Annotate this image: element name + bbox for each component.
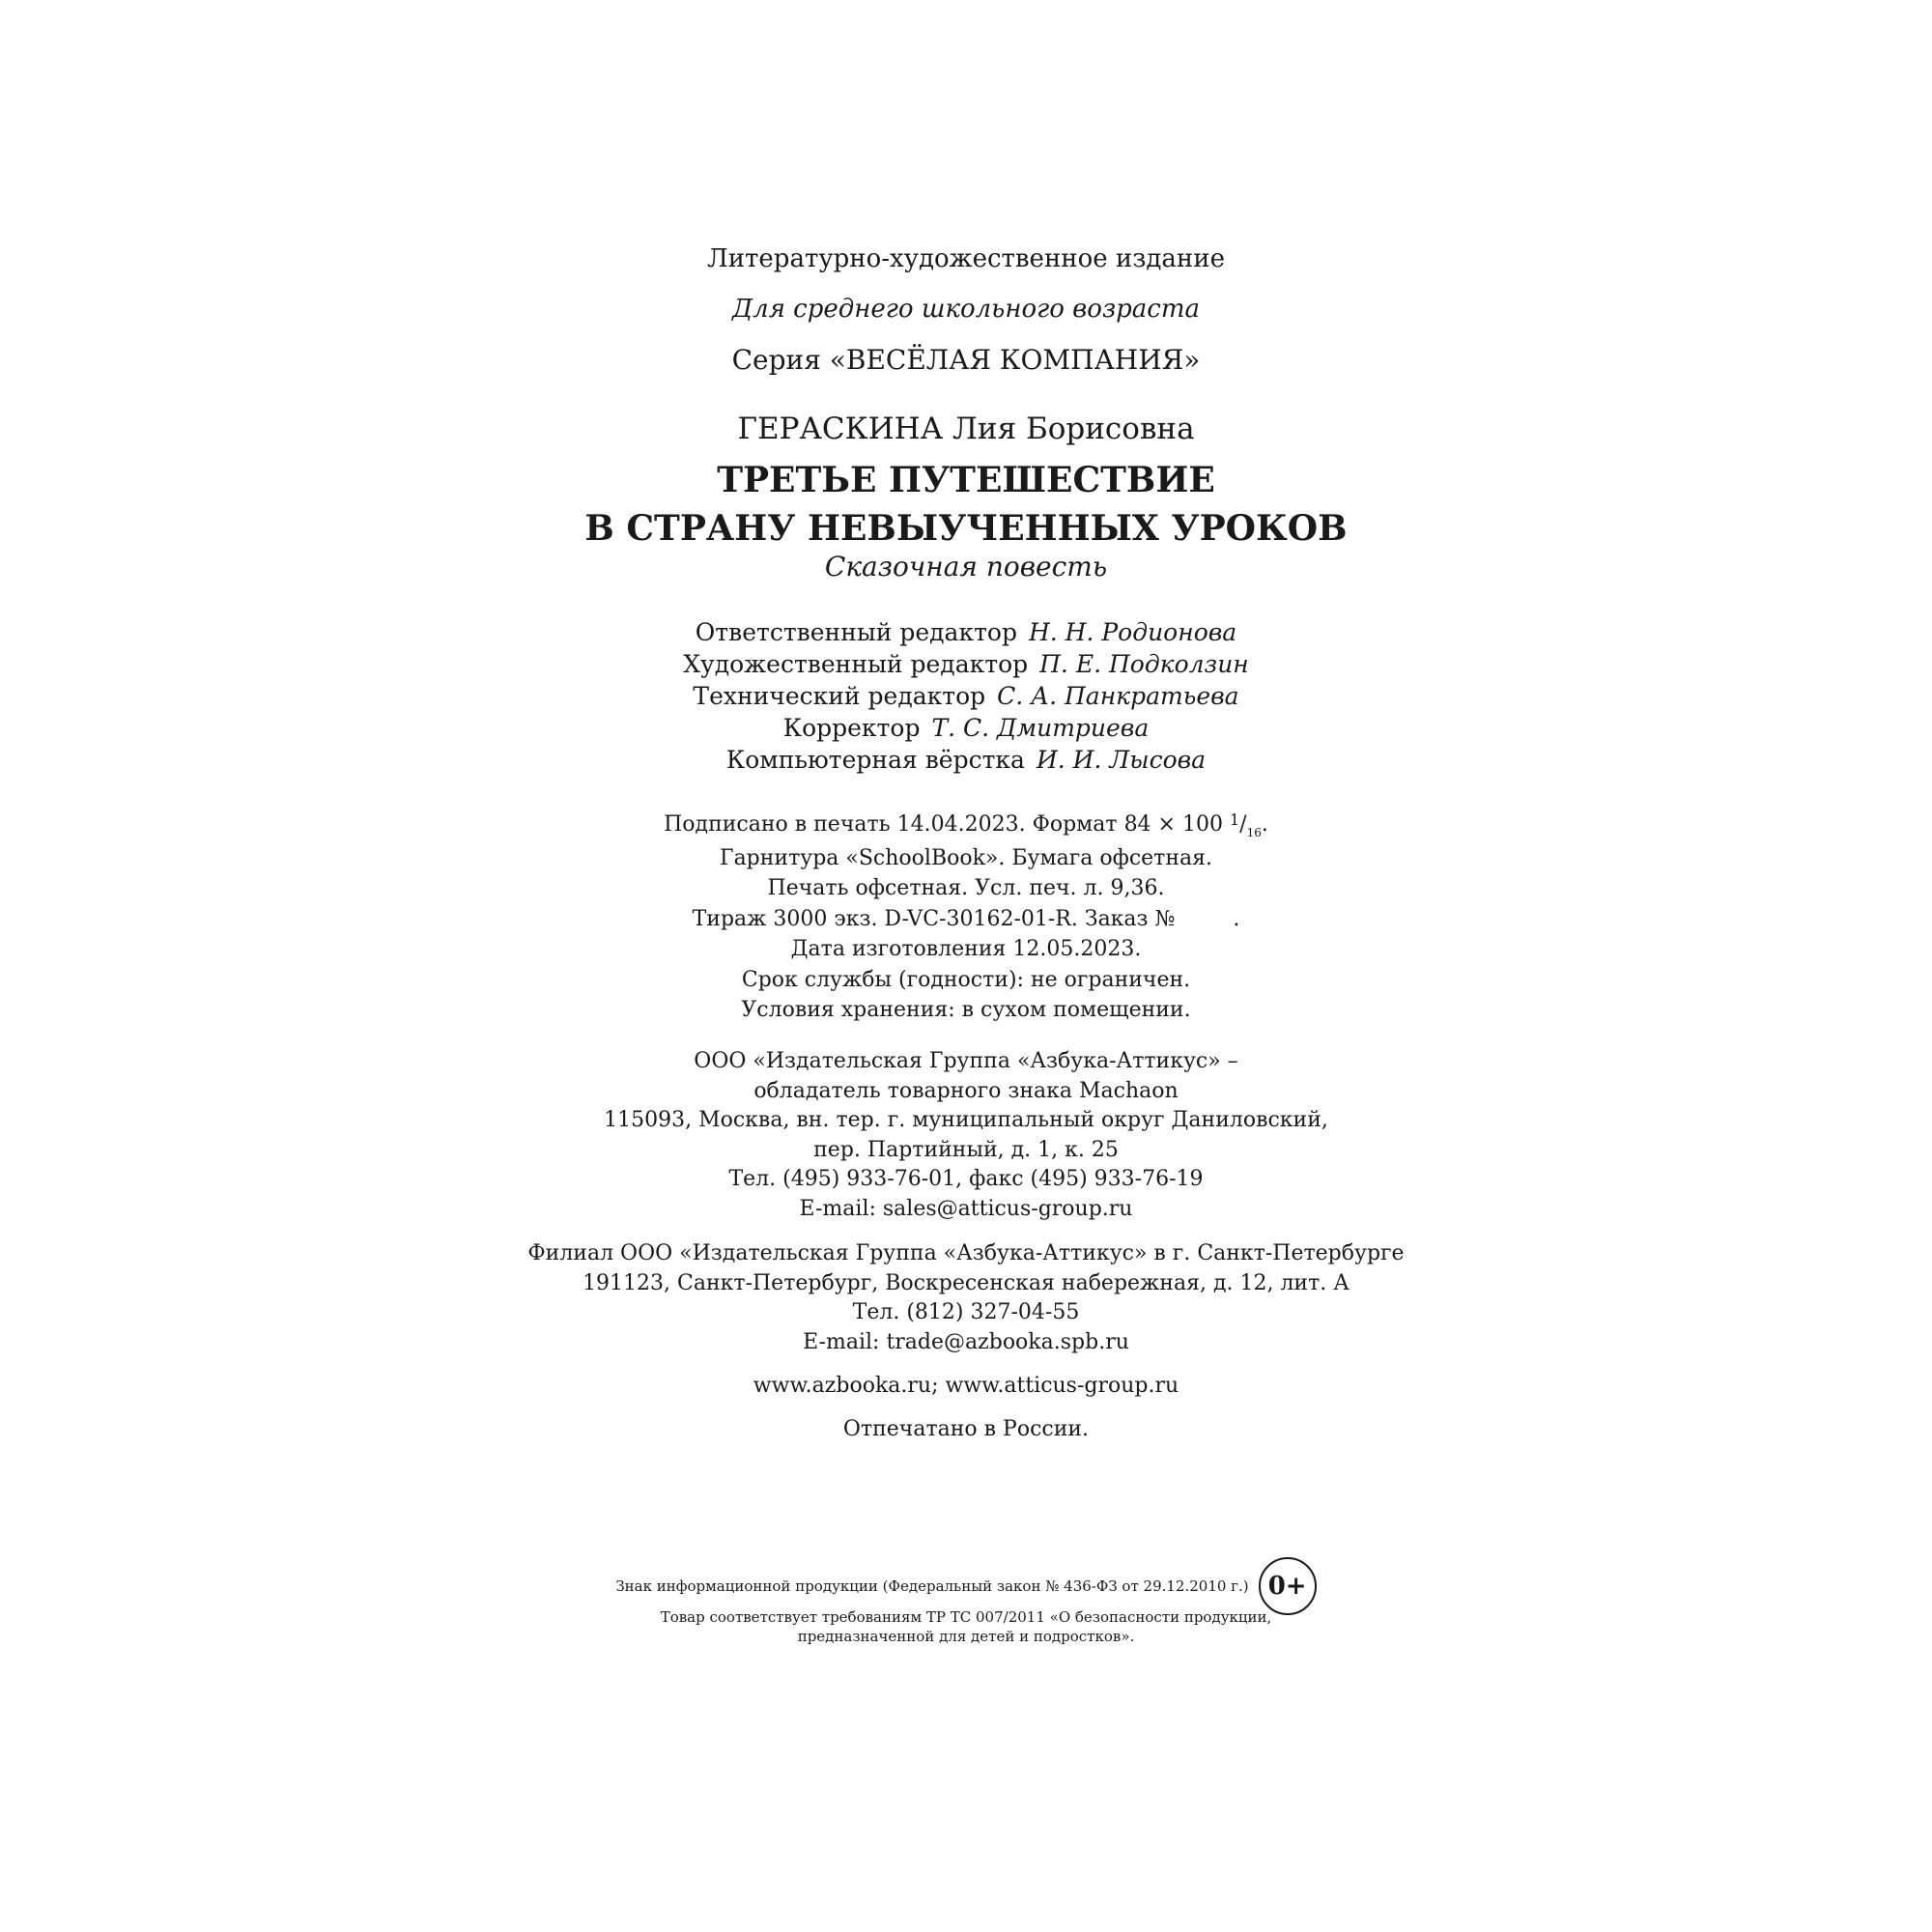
credit-person: С. А. Панкратьева	[997, 682, 1239, 710]
manufactured-line: Дата изготовления 12.05.2023.	[790, 937, 1142, 961]
book-title	[0, 456, 1932, 553]
publisher-email: E-mail: sales@atticus-group.ru	[799, 1196, 1133, 1221]
credit-person: И. И. Лысова	[1036, 746, 1207, 774]
credit-role: Корректор	[782, 714, 921, 742]
title-line-2: В СТРАНУ НЕВЫУЧЕННЫХ УРОКОВ	[584, 508, 1348, 549]
credit-row	[0, 648, 1932, 680]
format-numerator: 1	[1229, 810, 1240, 829]
branch-email: E-mail: trade@azbooka.spb.ru	[803, 1329, 1129, 1354]
branch-info: Филиал ООО «Издательская Группа «Азбука-Аттикус» в г. Санкт-Петербурге 191123, Санкт-Петербург, Воскресенская набережная, д. 12, лит. А Тел. (812) 327-04-55 E-mail: trade@azbooka.spb.ru	[0, 1239, 1932, 1357]
credit-role: Ответственный редактор	[695, 618, 1017, 646]
series-name: Серия «ВЕСЁЛАЯ КОМПАНИЯ»	[731, 344, 1201, 376]
run-line: Тираж 3000 экз. D-VC-30162-01-R. Заказ № .	[692, 906, 1240, 931]
publisher-info: ООО «Издательская Группа «Азбука-Аттикус» – обладатель товарного знака Machaon 115093, Москва, вн. тер. г. муниципальный округ Даниловский, пер. Партийный, д. 1, к. 25 Тел. (495) 933-76-01, факс (495) 933-76-19 E-mail: sales@atticus-group.ru	[0, 1047, 1932, 1224]
credit-role: Художественный редактор	[683, 650, 1029, 678]
printing-line: Печать офсетная. Усл. печ. л. 9,36.	[767, 876, 1165, 900]
credits-list	[0, 616, 1932, 776]
edition-type: Литературно-художественное издание	[707, 244, 1225, 273]
compliance-notice: Товар соответствует требованиям ТР ТС 007/2011 «О безопасности продукции, предназначенной для детей и подростков».	[660, 1608, 1272, 1645]
credit-role: Компьютерная вёрстка	[725, 746, 1025, 774]
credit-row	[0, 616, 1932, 648]
printed-in: Отпечатано в России.	[842, 1417, 1090, 1441]
signed-line: Подписано в печать 14.04.2023. Формат 84 × 100 $^1/_{16}$.	[664, 810, 1268, 839]
credit-row	[0, 680, 1932, 712]
storage-line: Условия хранения: в сухом помещении.	[741, 998, 1191, 1022]
format-denominator: 16	[1246, 826, 1262, 839]
info-product-sign	[0, 1557, 1932, 1615]
author-name: ГЕРАСКИНА Лия Борисовна	[737, 412, 1195, 446]
age-rating-badge: 0+	[1259, 1557, 1317, 1615]
title-line-1: ТРЕТЬЕ ПУТЕШЕСТВИЕ	[717, 460, 1215, 500]
shelf-life-line: Срок службы (годности): не ограничен.	[741, 967, 1191, 992]
typeface-line: Гарнитура «SchoolBook». Бумага офсетная.	[720, 845, 1212, 870]
book-subtitle: Сказочная повесть	[824, 551, 1108, 582]
credit-row	[0, 712, 1932, 744]
age-group: Для среднего школьного возраста	[732, 295, 1200, 324]
credit-person: Н. Н. Родионова	[1028, 618, 1237, 646]
credit-person: П. Е. Подколзин	[1039, 650, 1249, 678]
websites: www.azbooka.ru; www.atticus-group.ru	[753, 1374, 1179, 1398]
credit-role: Технический редактор	[693, 682, 986, 710]
print-details	[0, 810, 1932, 1026]
credit-person: Т. С. Дмитриева	[931, 714, 1150, 742]
info-sign-text: Знак информационной продукции (Федеральный закон № 436-ФЗ от 29.12.2010 г.)	[615, 1577, 1249, 1595]
credit-row	[0, 744, 1932, 776]
